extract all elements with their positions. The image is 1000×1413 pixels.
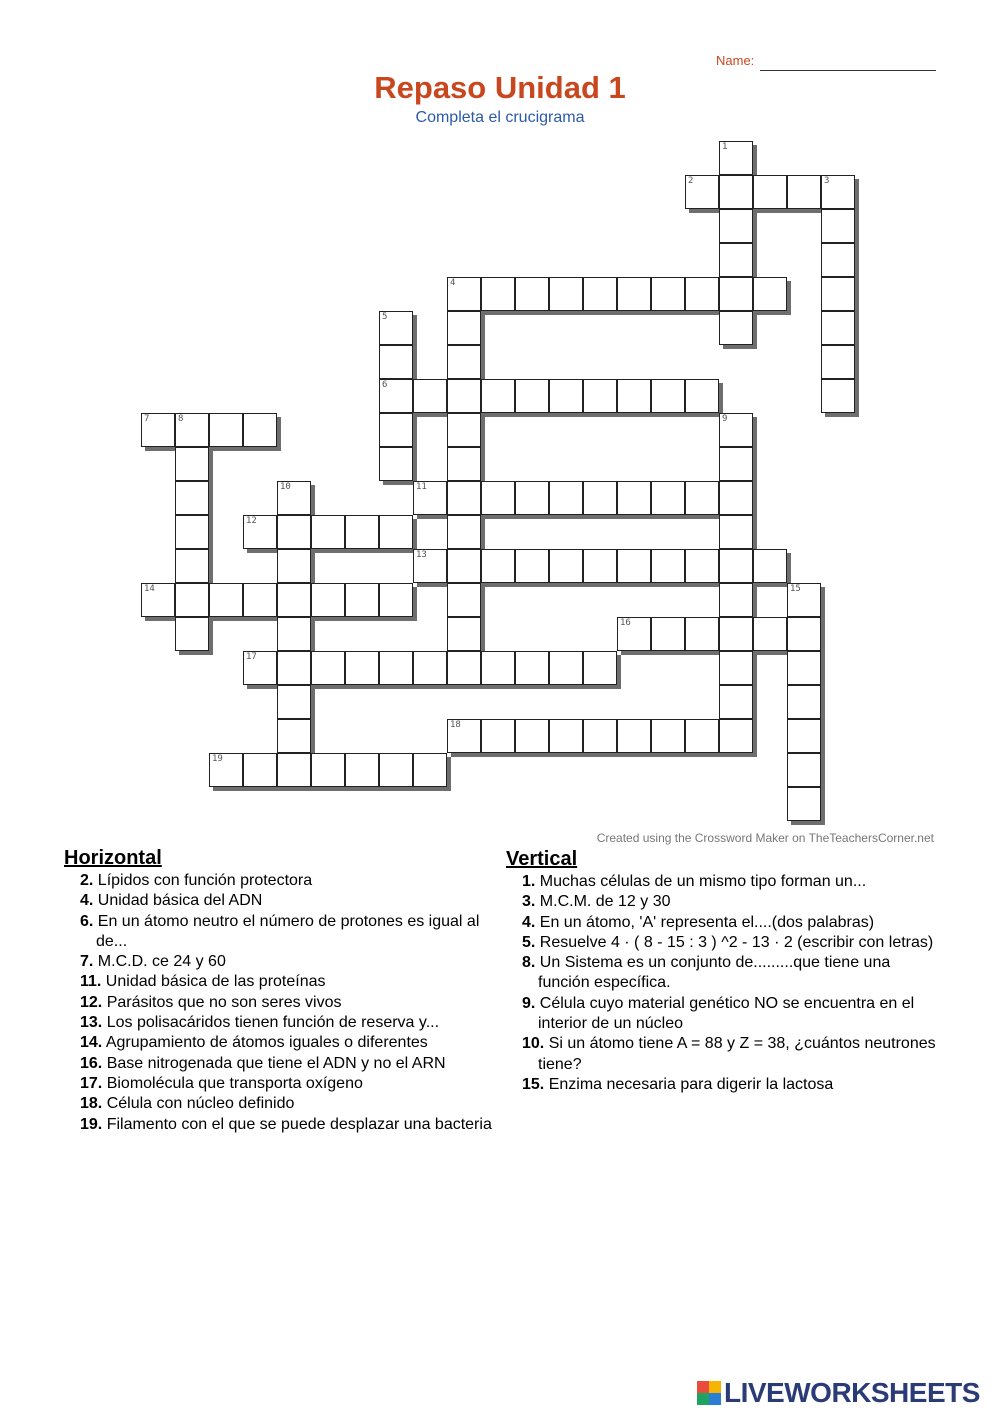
crossword-cell[interactable] — [617, 719, 651, 753]
crossword-cell[interactable] — [243, 753, 277, 787]
crossword-cell[interactable] — [379, 447, 413, 481]
crossword-cell[interactable] — [277, 651, 311, 685]
clue-text: Parásitos que no son seres vivos — [102, 993, 342, 1011]
cell-number: 13 — [416, 550, 427, 560]
clue-number: 11. — [80, 973, 102, 991]
horizontal-clue — [80, 972, 496, 992]
clue-number: 15. — [522, 1075, 545, 1093]
crossword-cell[interactable] — [821, 243, 855, 277]
cell-number: 12 — [246, 516, 257, 526]
crossword-cell[interactable] — [175, 447, 209, 481]
crossword-cell[interactable] — [515, 549, 549, 583]
clue-number: 12. — [80, 993, 103, 1011]
vertical-clue — [522, 953, 942, 994]
crossword-cell[interactable] — [209, 413, 243, 447]
clue-number: 7. — [80, 953, 94, 971]
crossword-cell[interactable] — [481, 481, 515, 515]
cell-number: 5 — [382, 312, 388, 322]
crossword-cell[interactable] — [719, 243, 753, 277]
crossword-cell[interactable] — [413, 549, 447, 583]
crossword-cell[interactable] — [277, 583, 311, 617]
cell-number: 1 — [722, 142, 728, 152]
crossword-cell[interactable] — [549, 277, 583, 311]
crossword-cell[interactable] — [651, 277, 685, 311]
horizontal-clue — [80, 1013, 496, 1033]
horizontal-clue — [80, 891, 496, 911]
crossword-cell[interactable] — [719, 685, 753, 719]
vertical-clue — [522, 1075, 942, 1095]
crossword-cell[interactable] — [719, 617, 753, 651]
crossword-cell[interactable] — [447, 311, 481, 345]
crossword-cell[interactable] — [243, 651, 277, 685]
clue-number: 10. — [522, 1035, 545, 1053]
crossword-cell[interactable] — [379, 583, 413, 617]
liveworksheets-logo-icon — [697, 1381, 721, 1405]
crossword-cell[interactable] — [719, 175, 753, 209]
clue-text: Agrupamiento de átomos iguales o diferentes — [102, 1034, 428, 1052]
clue-text: Resuelve 4 · ( 8 - 15 : 3 ) ^2 - 13 · 2 (escribir con letras) — [535, 933, 934, 951]
clue-number: 17. — [80, 1074, 103, 1092]
crossword-cell[interactable] — [753, 549, 787, 583]
page-subtitle: Completa el crucigrama — [415, 109, 585, 126]
vertical-clue — [522, 994, 942, 1035]
page-title: Repaso Unidad 1 — [374, 70, 626, 105]
crossword-cell[interactable] — [447, 447, 481, 481]
crossword-cell[interactable] — [685, 549, 719, 583]
crossword-cell[interactable] — [175, 583, 209, 617]
cell-number: 18 — [450, 720, 461, 730]
clue-number: 18. — [80, 1095, 103, 1113]
crossword-cell[interactable] — [175, 549, 209, 583]
clue-text: Base nitrogenada que tiene el ADN y no el ARN — [102, 1054, 446, 1072]
crossword-cell[interactable] — [685, 617, 719, 651]
crossword-cell[interactable] — [719, 141, 753, 175]
crossword-cell[interactable] — [447, 583, 481, 617]
crossword-cell[interactable] — [447, 719, 481, 753]
clue-number: 6. — [80, 912, 94, 930]
cell-number: 7 — [144, 414, 150, 424]
crossword-cell[interactable] — [685, 175, 719, 209]
crossword-cell[interactable] — [447, 413, 481, 447]
horizontal-clue — [80, 871, 496, 891]
crossword-cell[interactable] — [175, 413, 209, 447]
crossword-cell[interactable] — [277, 719, 311, 753]
crossword-cell[interactable] — [685, 719, 719, 753]
crossword-cell[interactable] — [787, 617, 821, 651]
clue-number: 8. — [522, 954, 536, 972]
crossword-cell[interactable] — [753, 175, 787, 209]
crossword-cell[interactable] — [447, 549, 481, 583]
crossword-cell[interactable] — [311, 753, 345, 787]
crossword-cell[interactable] — [787, 583, 821, 617]
crossword-cell[interactable] — [583, 277, 617, 311]
crossword-cell[interactable] — [311, 651, 345, 685]
horizontal-clue — [80, 1054, 496, 1074]
horizontal-clue — [80, 1033, 496, 1053]
crossword-cell[interactable] — [379, 515, 413, 549]
crossword-cell[interactable] — [617, 549, 651, 583]
crossword-cell[interactable] — [821, 311, 855, 345]
crossword-cell[interactable] — [447, 379, 481, 413]
crossword-cell[interactable] — [447, 481, 481, 515]
brand-logo[interactable] — [697, 1378, 980, 1408]
crossword-cell[interactable] — [447, 345, 481, 379]
clue-number: 4. — [522, 913, 536, 931]
clue-number: 5. — [522, 933, 536, 951]
crossword-cell[interactable] — [515, 651, 549, 685]
crossword-cell[interactable] — [481, 719, 515, 753]
crossword-cell[interactable] — [651, 481, 685, 515]
crossword-cell[interactable] — [719, 481, 753, 515]
crossword-cell[interactable] — [549, 549, 583, 583]
crossword-cell[interactable] — [583, 379, 617, 413]
cell-number: 3 — [824, 176, 830, 186]
crossword-cell[interactable] — [685, 379, 719, 413]
crossword-cell[interactable] — [719, 583, 753, 617]
crossword-cell[interactable] — [277, 515, 311, 549]
crossword-cell[interactable] — [481, 277, 515, 311]
clue-number: 14. — [80, 1034, 103, 1052]
clue-text: Unidad básica de las proteínas — [101, 973, 326, 991]
vertical-clue — [522, 913, 942, 933]
crossword-cell[interactable] — [515, 379, 549, 413]
crossword-cell[interactable] — [617, 481, 651, 515]
horizontal-clue — [80, 1115, 496, 1135]
crossword-cell[interactable] — [753, 277, 787, 311]
crossword-cell[interactable] — [447, 617, 481, 651]
crossword-cell[interactable] — [787, 719, 821, 753]
crossword-cell[interactable] — [481, 651, 515, 685]
crossword-cell[interactable] — [345, 753, 379, 787]
horizontal-clue-list — [80, 871, 496, 1135]
crossword-cell[interactable] — [719, 277, 753, 311]
crossword-cell[interactable] — [345, 583, 379, 617]
crossword-cell[interactable] — [277, 753, 311, 787]
crossword-cell[interactable] — [277, 685, 311, 719]
crossword-cell[interactable] — [515, 277, 549, 311]
clue-text: Filamento con el que se puede desplazar una bacteria — [102, 1115, 492, 1133]
cell-number: 16 — [620, 618, 631, 628]
clue-text: Lípidos con función protectora — [93, 872, 313, 889]
clue-text: M.C.M. de 12 y 30 — [535, 893, 671, 911]
horizontal-clue — [80, 1074, 496, 1094]
crossword-cell[interactable] — [651, 719, 685, 753]
crossword-cell[interactable] — [719, 651, 753, 685]
cell-number: 19 — [212, 754, 223, 764]
vertical-heading: Vertical — [506, 848, 578, 870]
crossword-cell[interactable] — [821, 345, 855, 379]
crossword-cell[interactable] — [549, 379, 583, 413]
cell-number: 4 — [450, 278, 456, 288]
vertical-clue-list — [522, 872, 942, 1095]
clue-text: Célula cuyo material genético NO se encuentra en el interior de un núcleo — [535, 994, 915, 1033]
horizontal-clue — [80, 952, 496, 972]
crossword-cell[interactable] — [447, 651, 481, 685]
crossword-cell[interactable] — [719, 447, 753, 481]
crossword-cell[interactable] — [243, 413, 277, 447]
crossword-cell[interactable] — [651, 379, 685, 413]
crossword-cell[interactable] — [719, 413, 753, 447]
crossword-cell[interactable] — [719, 311, 753, 345]
crossword-cell[interactable] — [311, 583, 345, 617]
horizontal-heading: Horizontal — [64, 847, 162, 869]
crossword-cell[interactable] — [549, 481, 583, 515]
crossword-cell[interactable] — [651, 617, 685, 651]
clue-text: Biomolécula que transporta oxígeno — [102, 1074, 363, 1092]
crossword-cell[interactable] — [379, 753, 413, 787]
crossword-cell[interactable] — [787, 753, 821, 787]
clue-text: Célula con núcleo definido — [102, 1095, 295, 1113]
crossword-cell[interactable] — [413, 753, 447, 787]
cell-number: 6 — [382, 380, 388, 390]
crossword-cell[interactable] — [583, 481, 617, 515]
clue-number: 9. — [522, 994, 536, 1012]
crossword-cell[interactable] — [277, 481, 311, 515]
clue-number: 13. — [80, 1014, 103, 1032]
crossword-cell[interactable] — [617, 617, 651, 651]
crossword-cell[interactable] — [175, 617, 209, 651]
crossword-cell[interactable] — [719, 209, 753, 243]
crossword-cell[interactable] — [481, 379, 515, 413]
clue-text: Un Sistema es un conjunto de.........que tiene una función específica. — [535, 954, 891, 992]
crossword-cell[interactable] — [277, 617, 311, 651]
clue-text: Enzima necesaria para digerir la lactosa — [544, 1075, 834, 1093]
crossword-cell[interactable] — [685, 277, 719, 311]
crossword-cell[interactable] — [243, 515, 277, 549]
clue-number: 3. — [522, 893, 536, 911]
crossword-cell[interactable] — [515, 481, 549, 515]
cell-number: 17 — [246, 652, 257, 662]
cell-number: 10 — [280, 482, 291, 492]
clue-number: 4. — [80, 892, 94, 910]
crossword-cell[interactable] — [175, 515, 209, 549]
clue-text: En un átomo neutro el número de protones es igual al de... — [93, 912, 480, 950]
clue-text: Los polisacáridos tienen función de reserva y... — [102, 1014, 440, 1032]
crossword-cell[interactable] — [651, 549, 685, 583]
crossword-cell[interactable] — [685, 481, 719, 515]
crossword-cell[interactable] — [277, 549, 311, 583]
vertical-clue — [522, 1034, 942, 1075]
crossword-cell[interactable] — [719, 549, 753, 583]
clue-number: 1. — [522, 873, 536, 890]
crossword-cell[interactable] — [379, 311, 413, 345]
crossword-cell[interactable] — [821, 277, 855, 311]
crossword-cell[interactable] — [719, 719, 753, 753]
crossword-cell[interactable] — [787, 175, 821, 209]
cell-number: 14 — [144, 584, 155, 594]
crossword-cell[interactable] — [311, 515, 345, 549]
brand-text: LIVEWORKSHEETS — [724, 1377, 980, 1408]
crossword-cell[interactable] — [141, 583, 175, 617]
vertical-clue — [522, 892, 942, 912]
crossword-cell[interactable] — [345, 515, 379, 549]
horizontal-clue — [80, 993, 496, 1013]
cell-number: 11 — [416, 482, 427, 492]
crossword-cell[interactable] — [549, 719, 583, 753]
crossword-cell[interactable] — [379, 345, 413, 379]
name-label: Name: — [716, 53, 755, 68]
crossword-cell[interactable] — [787, 685, 821, 719]
vertical-clue — [522, 933, 942, 953]
crossword-cell[interactable] — [345, 651, 379, 685]
clue-text: M.C.D. ce 24 y 60 — [93, 953, 226, 971]
clue-text: En un átomo, 'A' representa el....(dos palabras) — [535, 913, 875, 931]
crossword-cell[interactable] — [787, 651, 821, 685]
crossword-cell[interactable] — [379, 413, 413, 447]
crossword-cell[interactable] — [379, 379, 413, 413]
crossword-cell[interactable] — [141, 413, 175, 447]
crossword-cell[interactable] — [379, 651, 413, 685]
clue-number: 2. — [80, 872, 94, 889]
crossword-cell[interactable] — [821, 209, 855, 243]
crossword-cell[interactable] — [787, 787, 821, 821]
cell-number: 2 — [688, 176, 694, 186]
horizontal-clue — [80, 1094, 496, 1114]
clue-text: Muchas células de un mismo tipo forman un... — [535, 873, 867, 890]
crossword-cell[interactable] — [583, 719, 617, 753]
crossword-cell[interactable] — [243, 583, 277, 617]
cell-number: 9 — [722, 414, 728, 424]
crossword-cell[interactable] — [515, 719, 549, 753]
crossword-cell[interactable] — [481, 549, 515, 583]
crossword-cell[interactable] — [617, 379, 651, 413]
crossword-cell[interactable] — [413, 481, 447, 515]
crossword-cell[interactable] — [583, 651, 617, 685]
clue-text: Si un átomo tiene A = 88 y Z = 38, ¿cuántos neutrones tiene? — [538, 1035, 936, 1073]
crossword-cell[interactable] — [753, 617, 787, 651]
crossword-cell[interactable] — [209, 583, 243, 617]
crossword-cell[interactable] — [719, 515, 753, 549]
crossword-cell[interactable] — [447, 277, 481, 311]
crossword-cell[interactable] — [549, 651, 583, 685]
vertical-clue — [522, 872, 942, 892]
horizontal-clue — [80, 912, 496, 953]
credit-text: Created using the Crossword Maker on TheTeachersCorner.net — [596, 831, 934, 845]
crossword-cell[interactable] — [583, 549, 617, 583]
cell-number: 15 — [790, 584, 801, 594]
crossword-cell[interactable] — [447, 515, 481, 549]
crossword-cell[interactable] — [413, 651, 447, 685]
clue-number: 19. — [80, 1115, 103, 1133]
crossword-cell[interactable] — [175, 481, 209, 515]
clue-number: 16. — [80, 1054, 103, 1072]
cell-number: 8 — [178, 414, 184, 424]
crossword-cell[interactable] — [821, 175, 855, 209]
crossword-cell[interactable] — [413, 379, 447, 413]
clue-text: Unidad básica del ADN — [93, 892, 263, 910]
crossword-cell[interactable] — [209, 753, 243, 787]
crossword-cell[interactable] — [617, 277, 651, 311]
crossword-cell[interactable] — [821, 379, 855, 413]
